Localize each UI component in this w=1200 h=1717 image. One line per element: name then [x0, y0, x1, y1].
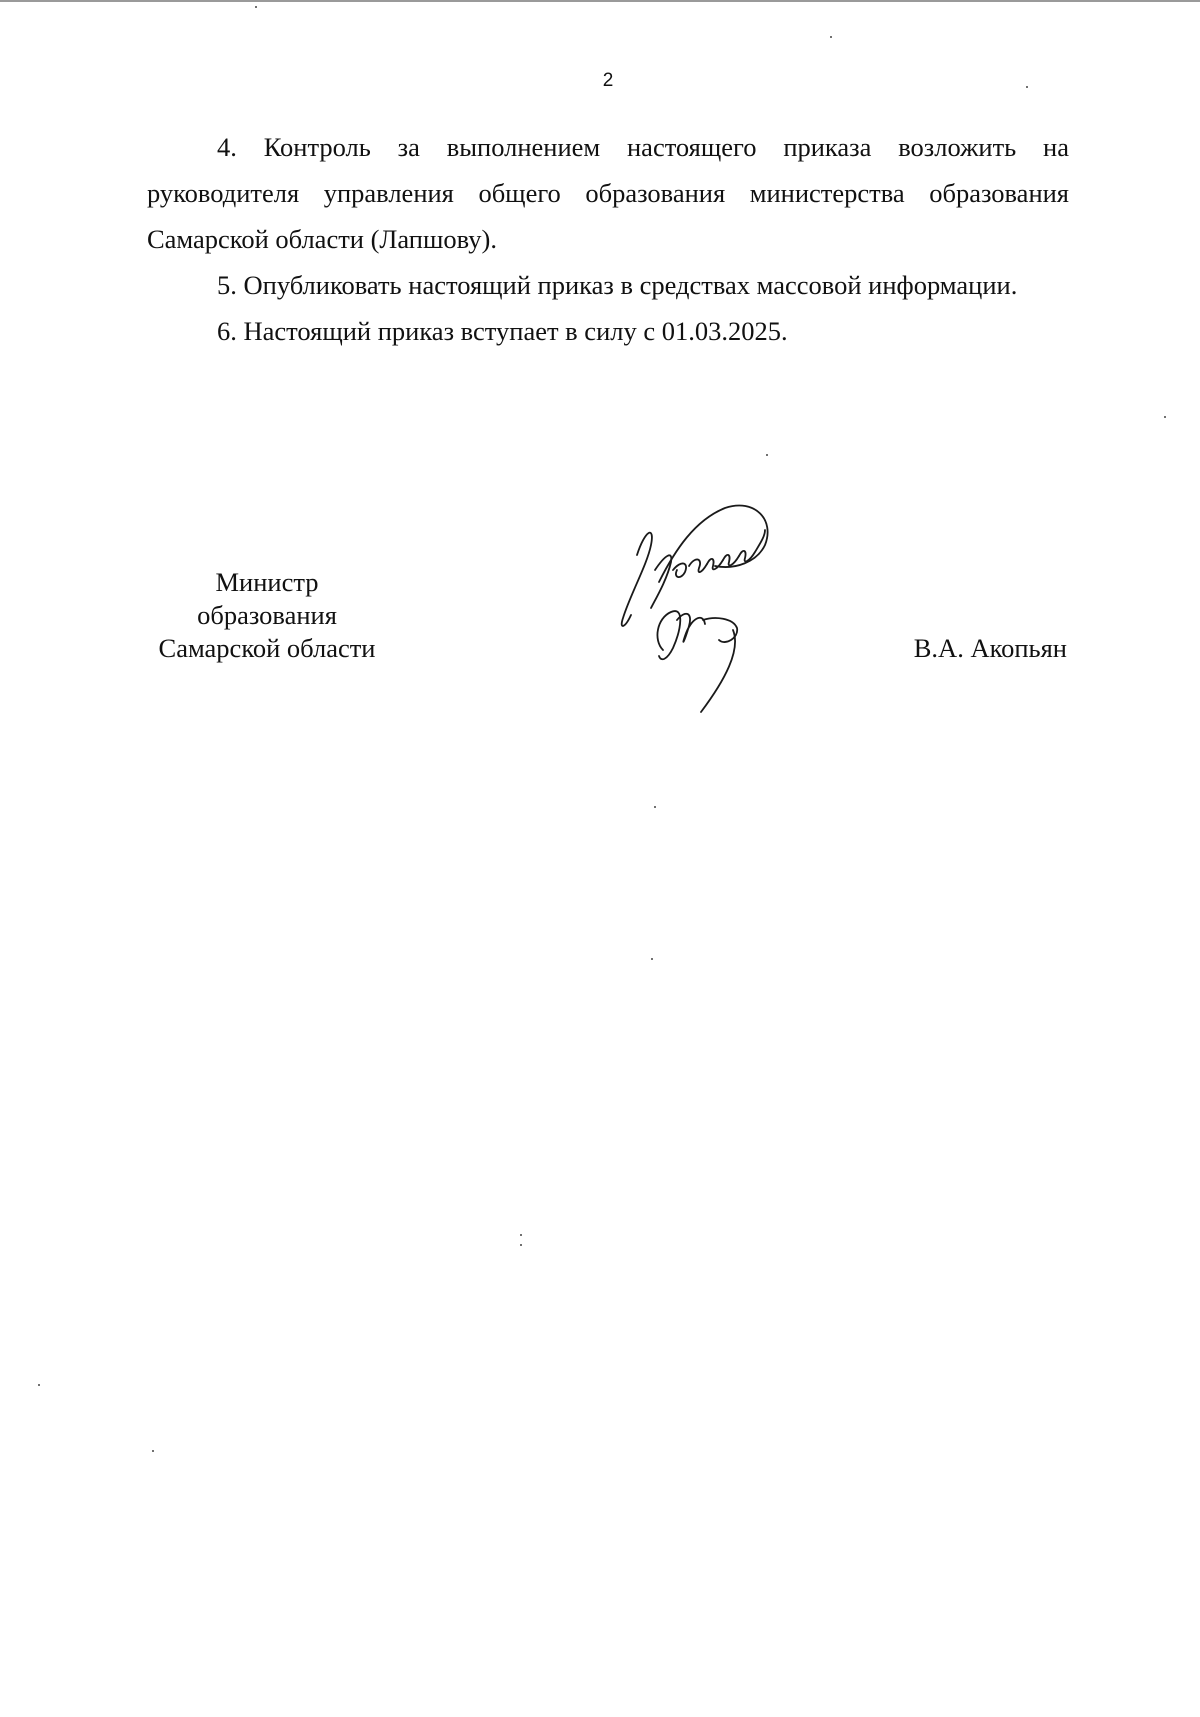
signer-position-line-2: образования [197, 600, 337, 630]
paragraph-effective-date: 6. Настоящий приказ вступает в силу с 01.03.2025. [217, 316, 788, 346]
paragraph-control: 4. Контроль за выполнением настоящего приказа возложить на руководителя управления общего образования министерства образования Самарской области (Лапшову). [147, 132, 1069, 254]
signer-name: В.А. Акопьян [913, 633, 1067, 663]
page-number: 2 [602, 70, 614, 91]
scan-speck [520, 1244, 522, 1246]
scan-speck [152, 1450, 154, 1452]
page-top-edge [0, 0, 1200, 2]
order-body [147, 124, 1069, 354]
signer-position [147, 566, 387, 665]
scan-speck [255, 6, 257, 8]
signer-position-line-3: Самарской области [158, 633, 376, 663]
scan-speck [38, 1384, 40, 1386]
handwritten-signature-icon [615, 500, 825, 725]
scan-speck [520, 1234, 522, 1236]
scan-speck [1164, 416, 1166, 418]
scan-speck [654, 806, 656, 808]
signature-block [147, 566, 1069, 726]
scan-speck [1026, 86, 1028, 88]
signer-position-line-1: Министр [215, 567, 319, 597]
paragraph-publish: 5. Опубликовать настоящий приказ в средствах массовой информации. [217, 270, 1018, 300]
scan-speck [651, 958, 653, 960]
scan-speck [830, 36, 832, 38]
scan-speck [766, 454, 768, 456]
